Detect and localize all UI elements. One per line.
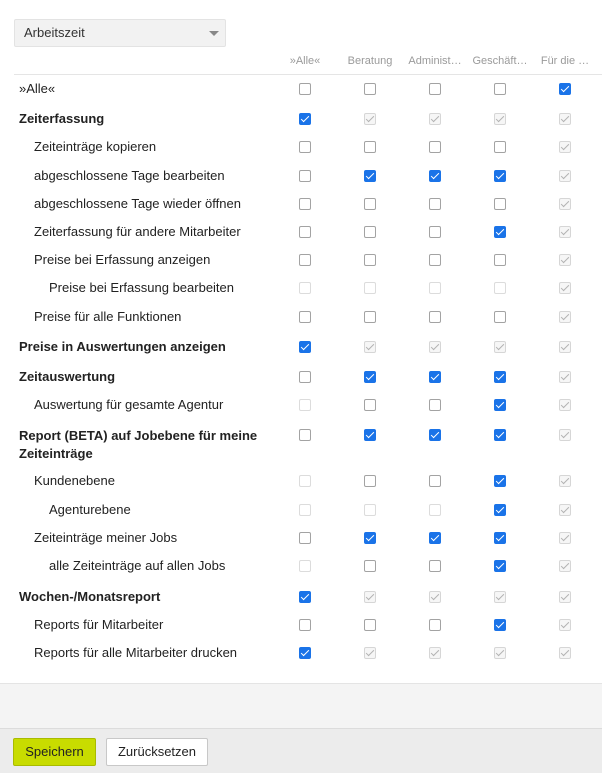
permission-checkbox[interactable] — [429, 83, 441, 95]
permission-label: Reports für Mitarbeiter — [34, 617, 164, 632]
permission-checkbox[interactable] — [429, 560, 441, 572]
permission-checkbox[interactable] — [364, 141, 376, 153]
permission-checkbox[interactable] — [494, 371, 506, 383]
permission-checkbox[interactable] — [364, 619, 376, 631]
permission-checkbox — [364, 341, 376, 353]
permission-label: abgeschlossene Tage bearbeiten — [34, 168, 225, 183]
permission-checkbox[interactable] — [299, 198, 311, 210]
permission-checkbox — [559, 429, 571, 441]
permission-checkbox[interactable] — [299, 113, 311, 125]
permission-checkbox[interactable] — [364, 371, 376, 383]
permission-checkbox[interactable] — [364, 311, 376, 323]
select-value: Arbeitszeit — [24, 25, 85, 40]
permission-checkbox[interactable] — [429, 254, 441, 266]
permission-checkbox[interactable] — [364, 198, 376, 210]
permission-label: alle Zeiteinträge auf allen Jobs — [49, 558, 226, 573]
permission-checkbox[interactable] — [429, 170, 441, 182]
permission-checkbox — [559, 254, 571, 266]
permission-checkbox[interactable] — [429, 226, 441, 238]
permission-checkbox — [559, 311, 571, 323]
permission-checkbox — [559, 475, 571, 487]
permission-checkbox — [559, 619, 571, 631]
permission-checkbox — [429, 282, 441, 294]
permission-checkbox[interactable] — [429, 619, 441, 631]
permission-checkbox[interactable] — [364, 429, 376, 441]
permission-checkbox[interactable] — [494, 504, 506, 516]
permission-checkbox[interactable] — [494, 532, 506, 544]
permission-checkbox — [559, 141, 571, 153]
permission-checkbox — [429, 591, 441, 603]
column-header: »Alle« — [289, 55, 321, 67]
permission-checkbox[interactable] — [494, 619, 506, 631]
permission-checkbox[interactable] — [494, 198, 506, 210]
permission-label: Zeiteinträge kopieren — [34, 139, 157, 154]
permission-checkbox — [559, 198, 571, 210]
permission-checkbox[interactable] — [494, 429, 506, 441]
permission-checkbox — [559, 170, 571, 182]
permission-checkbox[interactable] — [429, 475, 441, 487]
permission-checkbox — [364, 647, 376, 659]
permission-checkbox[interactable] — [299, 311, 311, 323]
permission-checkbox[interactable] — [429, 532, 441, 544]
permission-checkbox — [299, 475, 311, 487]
permission-label: Preise für alle Funktionen — [34, 309, 182, 324]
permission-checkbox — [559, 647, 571, 659]
permission-checkbox — [559, 504, 571, 516]
permission-checkbox[interactable] — [494, 170, 506, 182]
permission-checkbox — [299, 399, 311, 411]
permission-checkbox[interactable] — [299, 591, 311, 603]
permission-checkbox[interactable] — [364, 83, 376, 95]
permission-checkbox — [364, 504, 376, 516]
permission-checkbox — [494, 341, 506, 353]
permission-checkbox[interactable] — [494, 254, 506, 266]
permission-checkbox[interactable] — [429, 311, 441, 323]
permission-checkbox — [364, 282, 376, 294]
permission-label: Preise bei Erfassung anzeigen — [34, 252, 211, 267]
permission-checkbox[interactable] — [299, 83, 311, 95]
permission-checkbox — [559, 113, 571, 125]
permission-label: Zeitauswertung — [19, 369, 116, 384]
chevron-down-icon — [209, 31, 219, 36]
column-header: Für die … — [540, 55, 590, 67]
permission-checkbox — [299, 282, 311, 294]
permission-checkbox[interactable] — [364, 254, 376, 266]
permission-checkbox[interactable] — [494, 83, 506, 95]
permission-label: abgeschlossene Tage wieder öffnen — [34, 196, 241, 211]
permission-checkbox[interactable] — [364, 560, 376, 572]
permission-label: Preise bei Erfassung bearbeiten — [49, 280, 235, 295]
permission-checkbox — [559, 399, 571, 411]
permission-category-select[interactable] — [14, 19, 226, 47]
permission-label: Agenturebene — [49, 502, 131, 517]
permission-checkbox — [364, 591, 376, 603]
header-divider — [14, 74, 602, 75]
permission-checkbox — [494, 113, 506, 125]
permission-checkbox — [429, 504, 441, 516]
permission-checkbox[interactable] — [299, 170, 311, 182]
permission-checkbox — [494, 282, 506, 294]
permission-checkbox — [494, 647, 506, 659]
permission-checkbox[interactable] — [364, 226, 376, 238]
permission-checkbox — [299, 504, 311, 516]
column-header: Administ… — [408, 55, 462, 67]
permission-checkbox[interactable] — [299, 226, 311, 238]
permission-checkbox[interactable] — [299, 254, 311, 266]
permission-label: Wochen-/Monatsreport — [19, 589, 161, 604]
permission-checkbox[interactable] — [494, 226, 506, 238]
save-button[interactable]: Speichern — [13, 738, 96, 766]
column-header: Geschäft… — [472, 55, 528, 67]
footer-spacer — [0, 684, 602, 728]
column-header: Beratung — [347, 55, 393, 67]
permission-checkbox — [494, 591, 506, 603]
permission-checkbox[interactable] — [494, 475, 506, 487]
permission-checkbox — [429, 113, 441, 125]
permission-label: Zeiterfassung für andere Mitarbeiter — [34, 224, 241, 239]
permission-label: Auswertung für gesamte Agentur — [34, 397, 224, 412]
permission-checkbox[interactable] — [299, 619, 311, 631]
permission-label: Zeiteinträge meiner Jobs — [34, 530, 178, 545]
permission-checkbox[interactable] — [429, 371, 441, 383]
permission-checkbox[interactable] — [364, 170, 376, 182]
permission-checkbox — [429, 341, 441, 353]
permission-checkbox[interactable] — [429, 429, 441, 441]
permission-checkbox — [429, 647, 441, 659]
permission-checkbox — [559, 282, 571, 294]
permission-checkbox[interactable] — [364, 532, 376, 544]
permission-label: Report (BETA) auf Jobebene für meine Zeiteinträge — [19, 428, 258, 461]
permission-checkbox — [559, 591, 571, 603]
permission-checkbox[interactable] — [429, 399, 441, 411]
permission-checkbox[interactable] — [494, 399, 506, 411]
permission-label: Zeiterfassung — [19, 111, 105, 126]
permission-checkbox[interactable] — [494, 311, 506, 323]
reset-button[interactable]: Zurücksetzen — [106, 738, 208, 766]
permission-checkbox[interactable] — [429, 141, 441, 153]
permission-checkbox[interactable] — [494, 560, 506, 572]
permission-checkbox[interactable] — [364, 399, 376, 411]
permission-checkbox — [559, 226, 571, 238]
permission-label: Reports für alle Mitarbeiter drucken — [34, 645, 238, 660]
permission-checkbox[interactable] — [429, 198, 441, 210]
permission-label: Preise in Auswertungen anzeigen — [19, 339, 226, 354]
permission-checkbox[interactable] — [494, 141, 506, 153]
permission-checkbox — [559, 560, 571, 572]
permission-checkbox — [299, 560, 311, 572]
permission-checkbox[interactable] — [364, 475, 376, 487]
permission-checkbox[interactable] — [299, 341, 311, 353]
permission-checkbox[interactable] — [299, 141, 311, 153]
permission-checkbox[interactable] — [299, 532, 311, 544]
permission-checkbox[interactable] — [299, 371, 311, 383]
permission-checkbox — [559, 532, 571, 544]
permission-checkbox — [559, 341, 571, 353]
permission-checkbox[interactable] — [559, 83, 571, 95]
permission-checkbox — [559, 371, 571, 383]
permission-label: Kundenebene — [34, 473, 115, 488]
permission-checkbox — [364, 113, 376, 125]
permission-checkbox[interactable] — [299, 429, 311, 441]
permission-checkbox[interactable] — [299, 647, 311, 659]
permission-label: »Alle« — [19, 81, 56, 96]
